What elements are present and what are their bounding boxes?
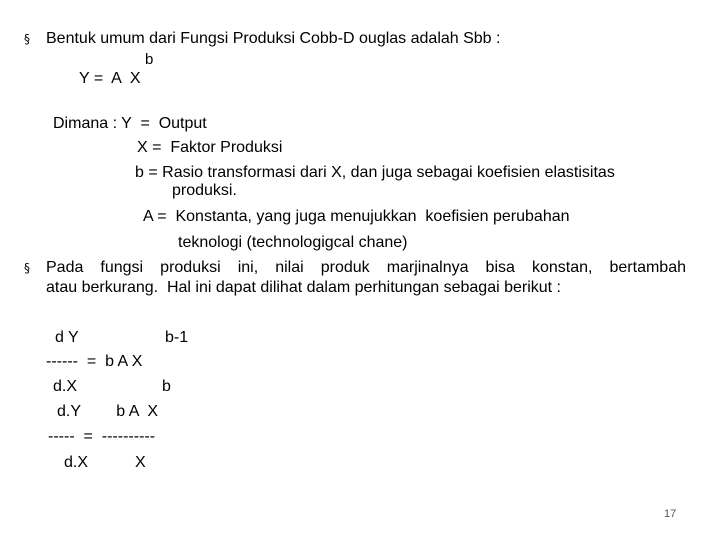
- definition-b-line2: produksi.: [172, 182, 237, 199]
- derivation-fraction-line2: ----- = ----------: [48, 428, 156, 445]
- formula-main: Y = A X: [79, 70, 141, 87]
- derivation-numerator-dy: d Y: [55, 329, 79, 346]
- bullet-text-marginal-line2: atau berkurang. Hal ini dapat dilihat dalam perhitungan sebagai berikut :: [46, 279, 561, 296]
- bullet-text-marginal-line1: Pada fungsi produksi ini, nilai produk marjinalnya bisa konstan, bertambah: [46, 259, 686, 276]
- derivation-exponent-b: b: [162, 378, 171, 395]
- definition-y: Dimana : Y = Output: [53, 115, 207, 132]
- page-number: 17: [664, 508, 677, 520]
- derivation-denominator-dx: d.X: [53, 378, 78, 395]
- definition-x: X = Faktor Produksi: [137, 139, 283, 156]
- formula-exponent: b: [145, 51, 154, 68]
- definition-a-line2: teknologi (technologigcal chane): [178, 234, 408, 251]
- derivation-exponent-b-1: b-1: [165, 329, 189, 346]
- derivation-fraction-line1: ------ = b A X: [46, 353, 143, 370]
- derivation-denominator-dx-2: d.X: [64, 454, 89, 471]
- derivation-line-dy-bax: d.Y b A X: [57, 403, 159, 420]
- definition-b-line1: b = Rasio transformasi dari X, dan juga sebagai koefisien elastisitas: [135, 164, 615, 181]
- bullet-marker: §: [24, 32, 30, 46]
- bullet-text-cobb-douglas: Bentuk umum dari Fungsi Produksi Cobb-D ouglas adalah Sbb :: [46, 30, 501, 47]
- derivation-denominator-x: X: [135, 454, 146, 471]
- bullet-marker: §: [24, 261, 30, 275]
- definition-a-line1: A = Konstanta, yang juga menujukkan koefisien perubahan: [143, 208, 570, 225]
